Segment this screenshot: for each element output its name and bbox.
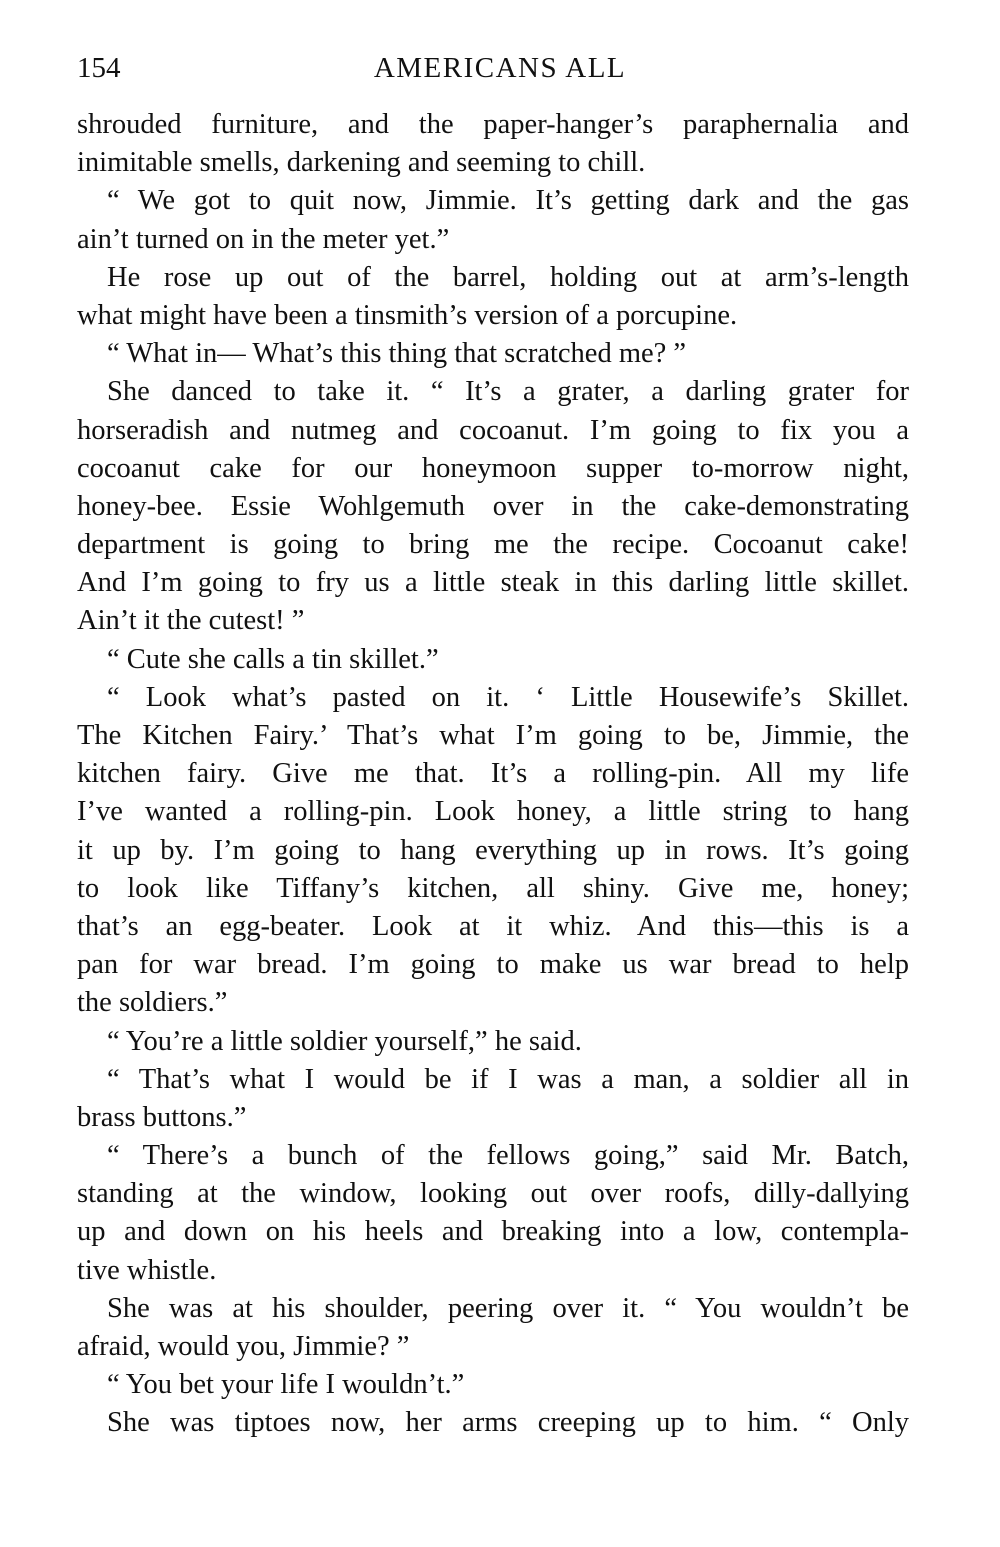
text-line: standing at the window, looking out over roofs, dilly-dallying [77,1178,909,1210]
text-line: She was tiptoes now, her arms creeping up to him. “ Only [107,1407,909,1439]
text-line: “ You’re a little soldier yourself,” he said. [107,1025,582,1057]
text-line: shrouded furniture, and the paper-hanger’s paraphernalia and [77,109,909,140]
text-line: kitchen fairy. Give me that. It’s a rolling-pin. All my life [77,758,909,790]
text-line: brass buttons.” [77,1101,247,1133]
text-line: the soldiers.” [77,987,228,1019]
text-line: that’s an egg-beater. Look at it whiz. And this—this is a [77,910,909,942]
text-line: He rose up out of the barrel, holding out at arm’s-length [107,261,909,293]
text-line: Ain’t it the cutest! ” [77,605,305,637]
text-line: “ Cute she calls a tin skillet.” [107,643,439,675]
text-line: honey-bee. Essie Wohlgemuth over in the cake-demonstrating [77,490,909,522]
text-line: department is going to bring me the recipe. Cocoanut cake! [77,529,909,561]
text-line: “ We got to quit now, Jimmie. It’s getting dark and the gas [107,185,909,217]
text-line: “ There’s a bunch of the fellows going,” said Mr. Batch, [107,1140,909,1172]
text-line: cocoanut cake for our honeymoon supper to-morrow night, [77,452,909,484]
text-line: horseradish and nutmeg and cocoanut. I’m going to fix you a [77,414,909,446]
text-line: I’ve wanted a rolling-pin. Look honey, a little string to hang [77,796,909,828]
text-line: The Kitchen Fairy.’ That’s what I’m going to be, Jimmie, the [77,720,909,751]
text-line: to look like Tiffany’s kitchen, all shiny. Give me, honey; [77,872,909,904]
text-line: She danced to take it. “ It’s a grater, a darling grater for [107,376,909,408]
text-line: tive whistle. [77,1254,217,1286]
text-line: ain’t turned on in the meter yet.” [77,223,450,255]
text-line: what might have been a tinsmith’s version of a porcupine. [77,299,738,331]
text-line: pan for war bread. I’m going to make us war bread to help [77,949,909,981]
text-line: “ What in— What’s this thing that scratched me? ” [107,338,687,370]
body-text [77,106,909,1443]
page-number: 154 [77,52,121,84]
text-line: inimitable smells, darkening and seeming to chill. [77,147,646,179]
text-line: up and down on his heels and breaking into a low, contempla- [77,1216,909,1248]
text-line: She was at his shoulder, peering over it. “ You wouldn’t be [107,1292,909,1324]
text-line: And I’m going to fry us a little steak in this darling little skillet. [77,567,909,599]
running-head: AMERICANS ALL [373,52,627,84]
text-line: afraid, would you, Jimmie? ” [77,1331,410,1362]
text-line: “ That’s what I would be if I was a man, a soldier all in [107,1063,909,1095]
text-line: “ You bet your life I wouldn’t.” [107,1369,465,1401]
text-line: it up by. I’m going to hang everything up in rows. It’s going [77,834,909,866]
text-line: “ Look what’s pasted on it. ‘ Little Housewife’s Skillet. [107,681,909,713]
